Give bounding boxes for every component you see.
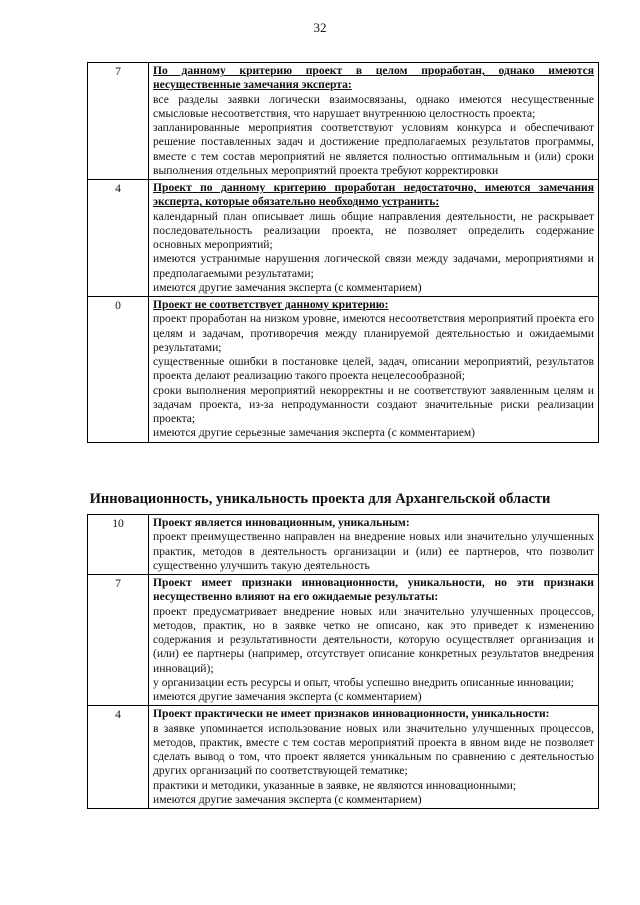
criterion-heading: Проект не соответствует данному критерию:	[153, 298, 389, 311]
description-cell	[149, 706, 599, 809]
score-cell: 7	[88, 63, 149, 180]
criterion-heading: Проект по данному критерию проработан недостаточно, имеются замечания эксперта, которые обязательно необходимо устранить:	[153, 181, 594, 209]
table-row	[88, 515, 599, 575]
description-cell	[149, 515, 599, 575]
criterion-line: имеются устранимые нарушения логической связи между задачами, мероприятиями и предполагаемыми результатами;	[153, 252, 594, 280]
table-row	[88, 63, 599, 180]
criterion-line: все разделы заявки логически взаимосвязаны, однако имеются несущественные смысловые несоответствия, что нарушает внутреннюю целостность проекта;	[153, 92, 594, 120]
criterion-heading: Проект практически не имеет признаков инновационности, уникальности:	[153, 707, 550, 721]
criterion-line: в заявке упоминается использование новых или значительно улучшенных процессов, методов, практик, вместе с тем состав мероприятий проекта в явном виде не позволяет сделать вывод о том, что проект является уникальным по сравнению с деятельностью других организаций по соответствующей тематике;	[153, 721, 594, 778]
criterion-line: проект проработан на низком уровне, имеются несоответствия мероприятий проекта его целям и задачам, противоречия между планируемой деятельностью и ожидаемыми результатами;	[153, 312, 594, 354]
page-number: 32	[313, 20, 327, 35]
criterion-line: проект преимущественно направлен на внедрение новых или значительно улучшенных практик, методов в деятельность организации и (или) ее партнеров, что позволит существенно улучшить такую деятельность	[153, 530, 594, 572]
description-cell	[149, 297, 599, 443]
score-cell: 4	[88, 180, 149, 297]
score-cell: 0	[88, 297, 149, 443]
criteria-table-quality	[87, 62, 599, 443]
criteria-table-innovation	[87, 514, 599, 809]
criterion-line: существенные ошибки в постановке целей, задач, описании мероприятий, результатов проекта делают реализацию такого проекта нецелесообразной;	[153, 355, 594, 383]
criterion-line: имеются другие серьезные замечания эксперта (с комментарием)	[153, 426, 476, 440]
table-row	[88, 706, 599, 809]
criterion-line: имеются другие замечания эксперта (с комментарием)	[153, 690, 422, 703]
criterion-heading: Проект является инновационным, уникальным:	[153, 516, 410, 529]
score-cell: 10	[88, 515, 149, 575]
description-cell	[149, 575, 599, 706]
description-cell	[149, 180, 599, 297]
criterion-line: имеются другие замечания эксперта (с комментарием)	[153, 792, 422, 806]
criterion-heading: По данному критерию проект в целом проработан, однако имеются несущественные замечания эксперта:	[153, 64, 594, 92]
criterion-heading: Проект имеет признаки инновационности, уникальности, но эти признаки несущественно влияют на его ожидаемые результаты:	[153, 576, 594, 604]
table-row	[88, 297, 599, 443]
criterion-line: проект предусматривает внедрение новых или значительно улучшенных процессов, методов, практик, но в заявке четко не описано, как это приведет к изменению содержания и результативности деятельности, которую осуществляет организация и (или) ее партнеры (например, отсутствует описание конкретных результатов внедрения инноваций);	[153, 604, 594, 675]
table-row	[88, 180, 599, 297]
criteria-table-body	[88, 63, 599, 443]
criteria-table-body	[88, 515, 599, 809]
criterion-line: сроки выполнения мероприятий некорректны и не соответствуют заявленным целям и задачам проекта, из-за непродуманности создают значительные риски реализации проекта;	[153, 383, 594, 425]
criterion-line: практики и методики, указанные в заявке, не являются инновационными;	[153, 778, 517, 792]
score-cell: 4	[88, 706, 149, 809]
criterion-line: запланированные мероприятия соответствуют условиям конкурса и обеспечивают решение поставленных задач и достижение предполагаемых результатов программы, вместе с тем состав мероприятий не является полностью оптимальным и (или) сроки выполнения отдельных мероприятий проекта требуют корректировки	[153, 121, 594, 177]
criterion-line: календарный план описывает лишь общие направления деятельности, не раскрывает последовательность реализации проекта, не позволяет определить содержание основных мероприятий;	[153, 209, 594, 251]
description-cell	[149, 63, 599, 180]
score-cell: 7	[88, 575, 149, 706]
section-title: Инновационность, уникальность проекта для Архангельской области	[89, 491, 551, 507]
criterion-line: у организации есть ресурсы и опыт, чтобы успешно внедрить описанные инновации;	[153, 675, 574, 689]
table-row	[88, 575, 599, 706]
criterion-line: имеются другие замечания эксперта (с комментарием)	[153, 280, 422, 294]
